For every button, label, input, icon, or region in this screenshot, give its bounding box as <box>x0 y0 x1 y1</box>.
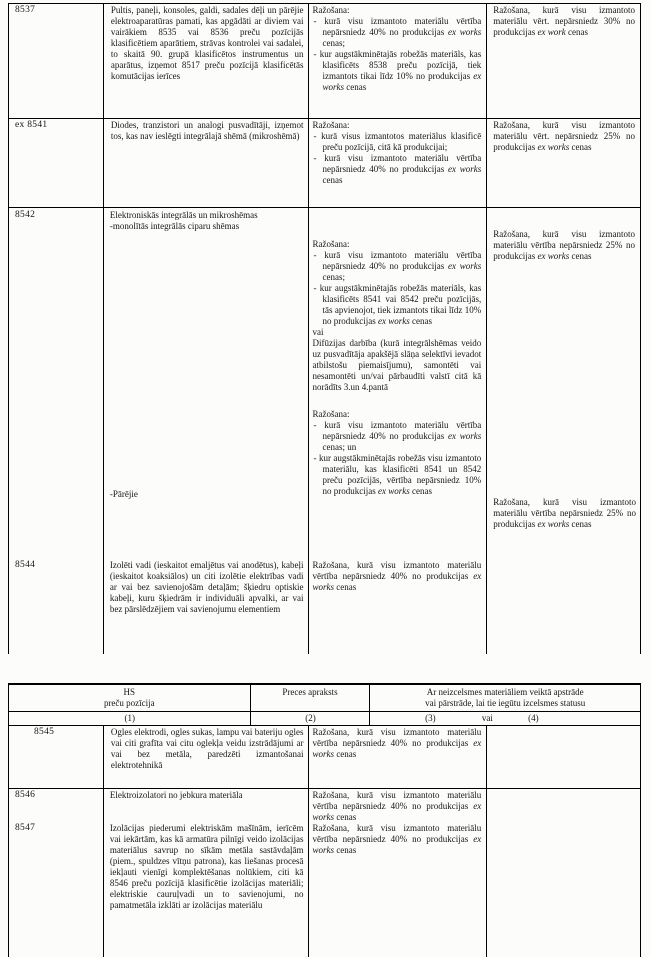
table-row-8546-8547 <box>9 789 641 957</box>
alternative-rule: Ražošana, kurā visu izmantoto materiālu vērt. nepārsniedz 25% no produkcijas ex works cenas <box>493 120 636 152</box>
column-number: (2) <box>305 713 316 723</box>
header-line: preču pozīcija <box>103 698 155 708</box>
processing-rule-cell <box>309 208 488 654</box>
processing-rule-cell <box>309 726 488 788</box>
table-row-8537 <box>9 4 641 119</box>
header-line: Preces apraksts <box>282 687 338 697</box>
product-description: Diodes, tranzistori un analogi pusvadītāji, izņemot tos, kas nav ieslēgti integrālajā shēmā (mikroshēmā) <box>110 120 304 141</box>
hs-code-cell <box>9 208 104 654</box>
column-number: (4) <box>528 713 539 723</box>
product-description <box>110 210 304 232</box>
hs-code: 8546 <box>15 790 36 800</box>
description-line: Elektroniskās integrālās un mikroshēmas <box>109 210 258 220</box>
alternative-rule-cell <box>487 726 641 788</box>
rule-bullet: - kurā visu izmantoto materiālu vērtība nepārsniedz 40% no produkcijas ex works cenas <box>313 153 482 186</box>
header-hs-position <box>9 685 251 711</box>
header-line: Ar neizcelsmes materiāliem veiktā apstrāde <box>426 687 584 697</box>
hs-code: ex 8541 <box>15 120 48 130</box>
product-description-cell <box>104 4 309 118</box>
column-number-row <box>9 712 641 726</box>
table-row-8542-8544 <box>9 208 641 654</box>
rule-heading: Ražošana: <box>312 409 350 419</box>
rule-heading: Ražošana: <box>312 239 350 249</box>
rule-bullet: - kurā visu izmantoto materiālu vērtība nepārsniedz 40% no produkcijas ex works cenas; un <box>313 420 482 453</box>
alternative-rule-cell <box>487 789 641 957</box>
column-number: (1) <box>124 713 136 723</box>
rule-heading: Ražošana: <box>312 120 350 130</box>
header-working-processing <box>370 685 641 711</box>
hs-code: 8537 <box>15 5 36 15</box>
subheading-parejie: -Pārējie <box>109 489 138 499</box>
processing-rule-cell <box>309 119 488 207</box>
rule-bullet: - kurā visu izmantoto materiālu vērtība nepārsniedz 40% no produkcijas ex works cenas; <box>313 250 482 283</box>
header-line: HS <box>123 687 136 697</box>
product-description: Izolēti vadi (ieskaitot emaljētus vai anodētus), kabeļi (ieskaitot koaksiālos) un citi izolētie elektrības vadi ar vai bez savienojošām detaļām; šķiedru optiskie kabeļi, kuru šķiedrām ir individuāli apvalki, ar vai bez pārslēdzējiem vai savienojumu elementiem <box>109 560 304 614</box>
rule-bullet: - kurā visus izmantotos materiālus klasificē preču pozīcijā, citā kā produkcijai; <box>313 131 482 153</box>
processing-rule: Ražošana, kurā visu izmantoto materiālu vērtība nepārsniedz 40% no produkcijas ex works cenas <box>312 790 482 822</box>
column-number-cell <box>9 712 251 725</box>
or-connector: vai <box>312 327 324 337</box>
hs-code: 8545 <box>34 727 55 737</box>
table-row-ex8541 <box>9 119 641 208</box>
product-description: Ogles elektrodi, ogles sukas, lampu vai bateriju ogles vai citi grafīta vai citu oglekļa veidu izstrādājumi ar vai bez metāla, paredzēti izmantošanai elektrotehnikā <box>110 727 304 770</box>
rule-bullet: - kur augstākminētajās robežās visu izmantoto materiālu, kas klasificēti 8541 un 8542 preču pozīcijās, vērtība nepārsniedz 10% no produkcijas ex works cenas <box>313 453 482 497</box>
product-description-cell <box>104 119 309 207</box>
table-header-row <box>9 685 641 712</box>
product-description-cell <box>104 208 309 654</box>
or-connector: vai <box>481 713 493 723</box>
product-description: Pultis, paneļi, konsoles, galdi, sadales dēļi un pārējie elektroaparatūras pamati, kas apgādāti ar diviem vai vairākiem 8535 vai 8536 preču pozīcijās klasificētiem aparātiem, strāvas kontrolei vai sadalei, to skaitā 90. grupā klasificētos instrumentus un aparātus, izņemot 8517 preču pozīcijā klasificētās komutācijas ierīces <box>110 5 304 81</box>
hs-code: 8544 <box>15 560 36 570</box>
rule-bullet: - kur augstākminētajās robežās materiāls, kas klasificēts 8541 vai 8542 preču pozīcijās, tās apvienojot, tiek izmantots tikai līdz 10% no produkcijas ex works cenas <box>313 283 482 327</box>
hs-code-cell <box>9 119 104 207</box>
rule-block-8542b <box>313 409 482 497</box>
alternative-rule: Ražošana, kurā visu izmantoto materiālu vērtība nepārsniedz 25% no produkcijas ex works cenas <box>493 497 637 529</box>
product-description: Elektroizolatori no jebkura materiāla <box>109 790 243 800</box>
hs-code-cell <box>9 4 104 118</box>
column-number: (3) <box>425 713 436 723</box>
alternative-rule-cell <box>487 119 641 207</box>
header-line: vai pārstrāde, lai tie iegūtu izcelsmes statusu <box>425 698 586 708</box>
hs-code-cell <box>9 789 104 957</box>
hs-code-cell <box>9 726 104 788</box>
origin-rules-table-continuation <box>8 3 641 654</box>
processing-rule: Ražošana, kurā visu izmantoto materiālu vērtība nepārsniedz 40% no produkcijas ex works cenas <box>312 727 482 759</box>
rule-alternative-paragraph: Difūzijas darbība (kurā integrālshēmas veido uz pusvadītāja apakšējā slāņa selektīvi ievadot atbilstošu piemaisījumu), samontēti vai nesamontēti un/vai pārbaudīti valstī citā kā norādīts 3.un 4.pantā <box>312 338 482 392</box>
product-description: Izolācijas piederumi elektriskām mašīnām, ierīcēm vai iekārtām, kas kā armatūra pilnīgi veido izolācijas materiālus savrup no sīkām metāla sastāvdaļām (piem., spuldzes vītņu patrona), kas liešanas procesā iekļauti vienīgi komplektēšanas nolūkiem, citi kā 8546 preču pozīcijā klasificētie izolācijas materiāli; elektriskie cauruļvadi un to savienojumi, no pamatmetāla izklāti ar izolācijas materiālu <box>109 823 304 910</box>
column-number-cell <box>251 712 371 725</box>
product-description-cell <box>104 726 309 788</box>
alternative-rule: Ražošana, kurā visu izmantoto materiālu vērtība nepārsniedz 25% no produkcijas ex works cenas <box>493 229 636 261</box>
processing-rule: Ražošana, kurā visu izmantoto materiālu vērtība nepārsniedz 40% no produkcijas ex works cenas <box>312 823 482 855</box>
product-description-cell <box>104 789 309 957</box>
rule-bullet: - kurā visu izmantoto materiālu vērtība nepārsniedz 40% no produkcijas ex works cenas; <box>313 16 482 49</box>
description-line: -monolītās integrālās ciparu shēmas <box>109 221 240 231</box>
processing-rule-cell <box>309 789 488 957</box>
alternative-rule-cell <box>487 4 641 118</box>
origin-rules-table-page2 <box>8 683 641 957</box>
rule-heading: Ražošana: <box>312 5 350 15</box>
table-row-8545 <box>9 726 641 789</box>
rule-block-8542a <box>313 239 482 393</box>
rule-bullet: - kur augstākminētajās robežās materiāls, kas klasificēts 8538 preču pozīcijā, tiek izmantots tikai līdz 10% no produkcijas ex works cenas <box>313 49 482 93</box>
header-product-description <box>251 685 371 711</box>
alternative-rule: Ražošana, kurā visu izmantoto materiālu vērt. nepārsniedz 30% no produkcijas ex work cenas <box>493 5 636 37</box>
processing-rule: Ražošana, kurā visu izmantoto materiālu vērtība nepārsniedz 40% no produkcijas ex works cenas <box>312 560 482 592</box>
column-number-cell <box>370 712 641 725</box>
hs-code: 8547 <box>15 823 36 833</box>
processing-rule-cell <box>309 4 488 118</box>
alternative-rule-cell <box>487 208 641 654</box>
hs-code: 8542 <box>15 210 36 220</box>
